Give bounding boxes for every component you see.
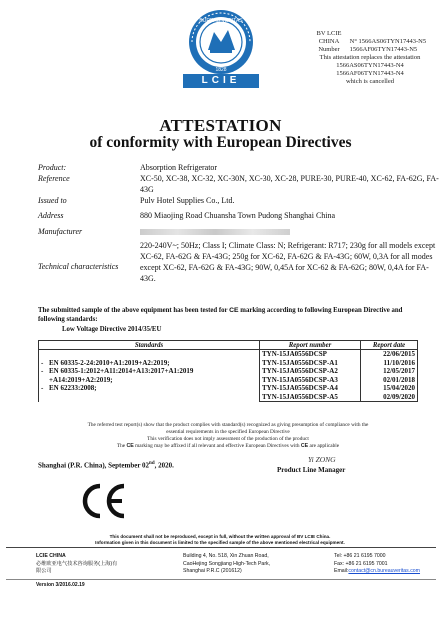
report-date: 02/01/2018 (361, 376, 418, 385)
issued-to-value: Pulv Hotel Supplies Co., Ltd. (140, 196, 235, 205)
signer-title: Product Line Manager (277, 466, 346, 474)
report-number: TYN-15JA0556DCSP-A3 (260, 376, 361, 385)
directive-name: Low Voltage Directive 2014/35/EU (62, 326, 162, 333)
product-label: Product: (38, 163, 67, 172)
attestation-number-block: BV LCIE CHINA N° 1566AS06TYN17443-N5 Number 1566AF06TYN17443-N5 This attestation replaces the attestation 1566AS06TYN17443-N4 1566AF06TYN17443-N4 which is cancelled (316, 30, 427, 85)
document-title: ATTESTATION (159, 116, 282, 135)
footer-contact: Tel: +86 21 6195 7000 Fax: +86 21 6195 7001 Email:contact@cn.bureauveritas.com (334, 553, 421, 574)
footer-fax: Fax: +86 21 6195 7001 (334, 560, 388, 567)
lcie-logo-text: LCIE (183, 74, 259, 88)
reproduction-footnote: This document shall not be reproduced, except in full, without the written approval of BV LCIE China. Information given in this document is limited to the specified sample of the above mentioned electrical equipment. (95, 534, 345, 545)
report-date: 02/09/2020 (361, 393, 418, 402)
footer-tel: Tel: +86 21 6195 7000 (334, 553, 386, 559)
standards-table (38, 340, 418, 402)
footer-company: LCIE CHINA 必维欧亚电气技术咨询服务(上海)有 限公司 (36, 553, 118, 574)
ce-mark-inline: CE (126, 443, 134, 449)
document-subtitle: of conformity with European Directives (89, 134, 352, 151)
report-number: TYN-15JA0556DCSP-A5 (260, 393, 361, 402)
product-value: Absorption Refrigerator (140, 163, 218, 172)
version-label: Version 3/2016.02.19 (36, 582, 85, 588)
address-value: 880 Miaojing Road Chuansha Town Pudong Shanghai China (140, 211, 336, 220)
svg-text:1828: 1828 (215, 67, 227, 73)
svg-text:BUREAU VERITAS: BUREAU VERITAS (199, 18, 243, 24)
footer-email-link[interactable]: contact@cn.bureauveritas.com (348, 568, 421, 574)
number-value-2: 1566AF06TYN17443-N5 (349, 46, 418, 53)
report-number: TYN-15JA0556DCSP-A4 (260, 384, 361, 393)
ce-mark-inline: CE (229, 307, 239, 314)
footer-divider (6, 547, 436, 548)
report-date: 15/04/2020 (361, 384, 418, 393)
ce-mark-logo (78, 482, 128, 520)
place-and-date: Shanghai (P.R. China), September 02nd, 2020. (38, 461, 174, 470)
signature: Yi ZONG (308, 455, 336, 464)
reference-label: Reference (38, 174, 70, 183)
column-header-report-date: Report date (361, 341, 418, 350)
footer-bottom-divider (6, 579, 436, 580)
report-number: TYN-15JA0556DCSP-A1 (260, 359, 361, 368)
report-date: 22/06/2015 (361, 350, 418, 359)
report-date: 11/10/2016 (361, 359, 418, 368)
standard-item: - EN 60335-2-24:2010+A1:2019+A2:2019; (41, 359, 257, 368)
ce-mark-inline: CE (300, 443, 309, 449)
technical-characteristics-value: 220-240V~; 50Hz; Class I; Climate Class: N; Refrigerant: R717; 230g for all models except XC-62, FA-62G & FA-43G; 250g for XC-62, FA-62G & FA-43G; 60W, 0,3A for all modes except XC-62, FA-62G & FA-43G; 90W, 0,45A for XC-62 & FA-62G; 80W, 0,4A for FA-43G. (140, 241, 436, 283)
manufacturer-redacted (140, 226, 440, 237)
report-number: TYN-15JA0556DCSP (260, 350, 361, 359)
footer-address: Building 4, No. 518, Xin Zhuan Road, CaoHejing Songjiang High-Tech Park, Shanghai P.R.C (201612) (183, 553, 271, 574)
column-header-report-number: Report number (260, 341, 361, 350)
report-number: TYN-15JA0556DCSP-A2 (260, 367, 361, 376)
compliance-note: The referred test report(s) show that the product complies with standard(s) recognized as giving presumption of compliance with the essential requirements in the specified European Directive This verification does not imply assessment of the production of the product The CE marking may be affixed if all relevant and effective European Directives with CE are applicable (87, 422, 369, 449)
address-label: Address (38, 211, 64, 220)
technical-characteristics-label: Technical characteristics (38, 262, 119, 271)
manufacturer-label: Manufacturer (38, 227, 83, 236)
report-date: 12/05/2017 (361, 367, 418, 376)
table-row (39, 350, 418, 359)
issued-to-label: Issued to (38, 196, 67, 205)
standards-list (39, 350, 260, 402)
standard-item: - EN 62233:2008; (41, 384, 257, 393)
reference-value: XC-50, XC-38, XC-32, XC-30N, XC-30, XC-28, PURE-30, PURE-40, XC-62, FA-62G, FA-43G (140, 174, 439, 194)
standard-item: - EN 60335-1:2012+A11:2014+A13:2017+A1:2019 +A14:2019+A2:2019; (41, 367, 257, 384)
column-header-standards: Standards (39, 341, 260, 350)
submitted-statement: The submitted sample of the above equipment has been tested for CE marking according to following European Directive and following standards: (38, 307, 403, 323)
number-value-1: 1566AS06TYN17443-N5 (358, 38, 427, 45)
